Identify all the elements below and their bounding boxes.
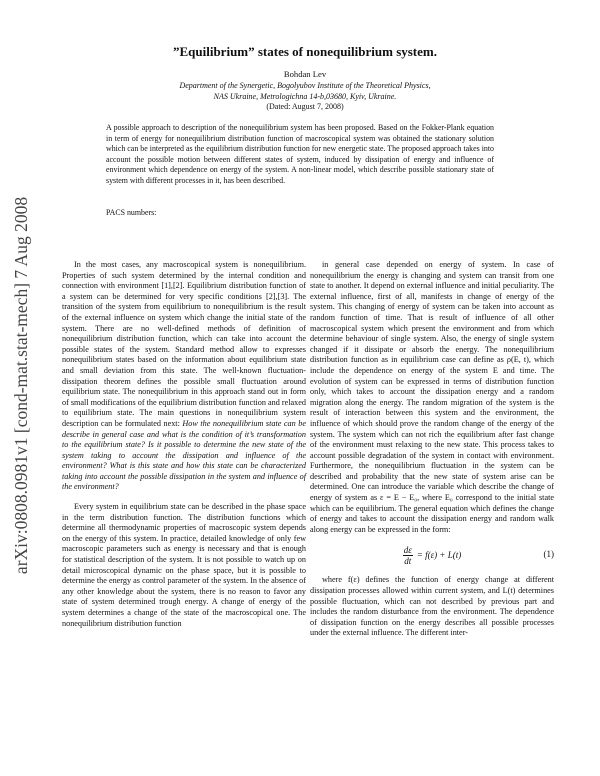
dissipation-paragraph: where f(ε) defines the function of energy change at different dissipation processes allowed within current system, and L(t) determines possible fluctuation, which can not described by previous part and includes the random disturbance from the environment. The dependence of dissipation function on the energy describes all possible processes under the external influence. The different inter-	[310, 575, 554, 638]
energy-paragraph: in general case depended on energy of system. In case of nonequilibrium the energy is changing and system can transit from one state to another. It depend on external influence and initial peculiarity. The external influence, first of all, manifests in change of energy of the system. This changing of energy of system can be taken into account as random function of time. That is result of influence of all other macroscopical system which present the environment and from which determine behaviour of single system. Also, the energy of single system changed if it dissipate or absorb the energy. The nonequilibrium distribution function as in equilibrium case can define as ρ(E, t), which include the dependence on energy of the system E and time. The evolution of system can be expressed in terms of distribution function only, which takes to account the dissipation energy and a random migration along the energy. The random migration of the system is the result of interaction between this system and the environment, the influence of which should prove the random change of the energy of the system. The system which can not rich the equilibrium after fast change of the environment must relaxing to the new state. This process takes to account possible degradation of the system in contact with environment. Furthermore, the nonequilibrium fluctuation in the system can be described and probability that the new state of system arise can be determined. One can introduce the variable which describe the change of energy of system as ε = E − E₀, where E₀ correspond to the initial state which can be equilibrium. The general equation which defines the change of energy and takes to account the dissipation energy and random walk along energy can be expressed in the form:	[310, 260, 554, 534]
intro-text: In the most cases, any macroscopical system is nonequilibrium. Properties of such system determined by the internal condition and connection with environment [1],[2]. Equilibrium distribution function of a system can be determined for very specific conditions [2],[3]. The transition of the system from equilibrium to nonequilibrium is the result of the external influence on system which change the initial state of the system. There are no well-defined methods of definition of nonequilibrium distribution function, which can take into account the possible states of the system. Standard method allow to expresses nonequilibrium states based on the information about equilibrium state and small deviation from this state. The well-known fluctuation-dissipation theorem defines the possible small fluctuation around equilibrium state. The nonequilibrium in this approach stand out in form of small modifications of the equilibrium distribution function and relaxed to equilibrium state. The main questions in nonequilibrium system description can be formulated next:	[62, 260, 306, 428]
arxiv-identifier: arXiv:0808.0981v1 [cond-mat.stat-mech] 7 Aug 2008	[11, 196, 32, 574]
equation-numerator: dε	[403, 544, 412, 555]
intro-questions: How the nonequilibrium state can be describe in general case and what is the condition of it’s transformation to the equilibrium state? Is it possible to determine the new state of the system taking to account the dissipation and influence of the environment? What is this state and how this state can be characterized taking into account the possible dissipation in the system and influence of the environment?	[62, 418, 306, 492]
left-column	[62, 260, 306, 629]
equation-1	[310, 540, 554, 570]
right-column	[310, 260, 554, 639]
paper-title: ”Equilibrium” states of nonequilibrium system.	[172, 44, 437, 59]
distribution-paragraph: Every system in equilibrium state can be described in the phase space in the term distribution function. The distribution functions which determine all thermodynamic properties of macroscopic system depends on the energy of this system. In practice, detailed knowledge of only few macroscopic parameters such as energy is necessary and that is enough for statistical description of the system. It is not possible to watch up on detail microscopical dynamic on the phase space, but it is possible to determine the energy as control parameter of the system. In the absence of any other knowledge about the system, there is no reason to favor any state of system determined trough energy. A change of energy of the system determines a change of the state of the macroscopical one. The nonequilibrium distribution function	[62, 502, 306, 628]
date-line: (Dated: August 7, 2008)	[266, 102, 344, 111]
equation-rhs: = f(ε) + L(t)	[416, 550, 462, 561]
paper-header	[70, 44, 540, 113]
equation-number: (1)	[543, 549, 554, 560]
equation-fraction	[403, 545, 413, 566]
affiliation-line-1: Department of the Synergetic, Bogolyubov Institute of the Theoretical Physics,	[179, 81, 431, 90]
arxiv-side-label	[2, 150, 42, 620]
author-name: Bohdan Lev	[283, 69, 327, 79]
abstract: A possible approach to description of the nonequilibrium system has been proposed. Based on the Fokker-Plank equation in term of energy for nonequilibrium distribution function of macroscopical system was obtained the stationary solution which can be interpreted as the equilibrium distribution function for new energetic state. The proposed approach takes into account the possible motion between different states of system, induced by dissipation of energy and influence of environment which dependence on energy of the system. A non-linear model, which describe possible stationary state of system with different processes in it, has been described.	[106, 123, 494, 185]
intro-paragraph	[62, 260, 306, 493]
pacs-numbers: PACS numbers:	[106, 208, 157, 217]
equation-denominator: dt	[404, 555, 412, 566]
affiliation-line-2: NAS Ukraine, Metrologichna 14-b,03680, Kyiv, Ukraine.	[213, 91, 397, 101]
